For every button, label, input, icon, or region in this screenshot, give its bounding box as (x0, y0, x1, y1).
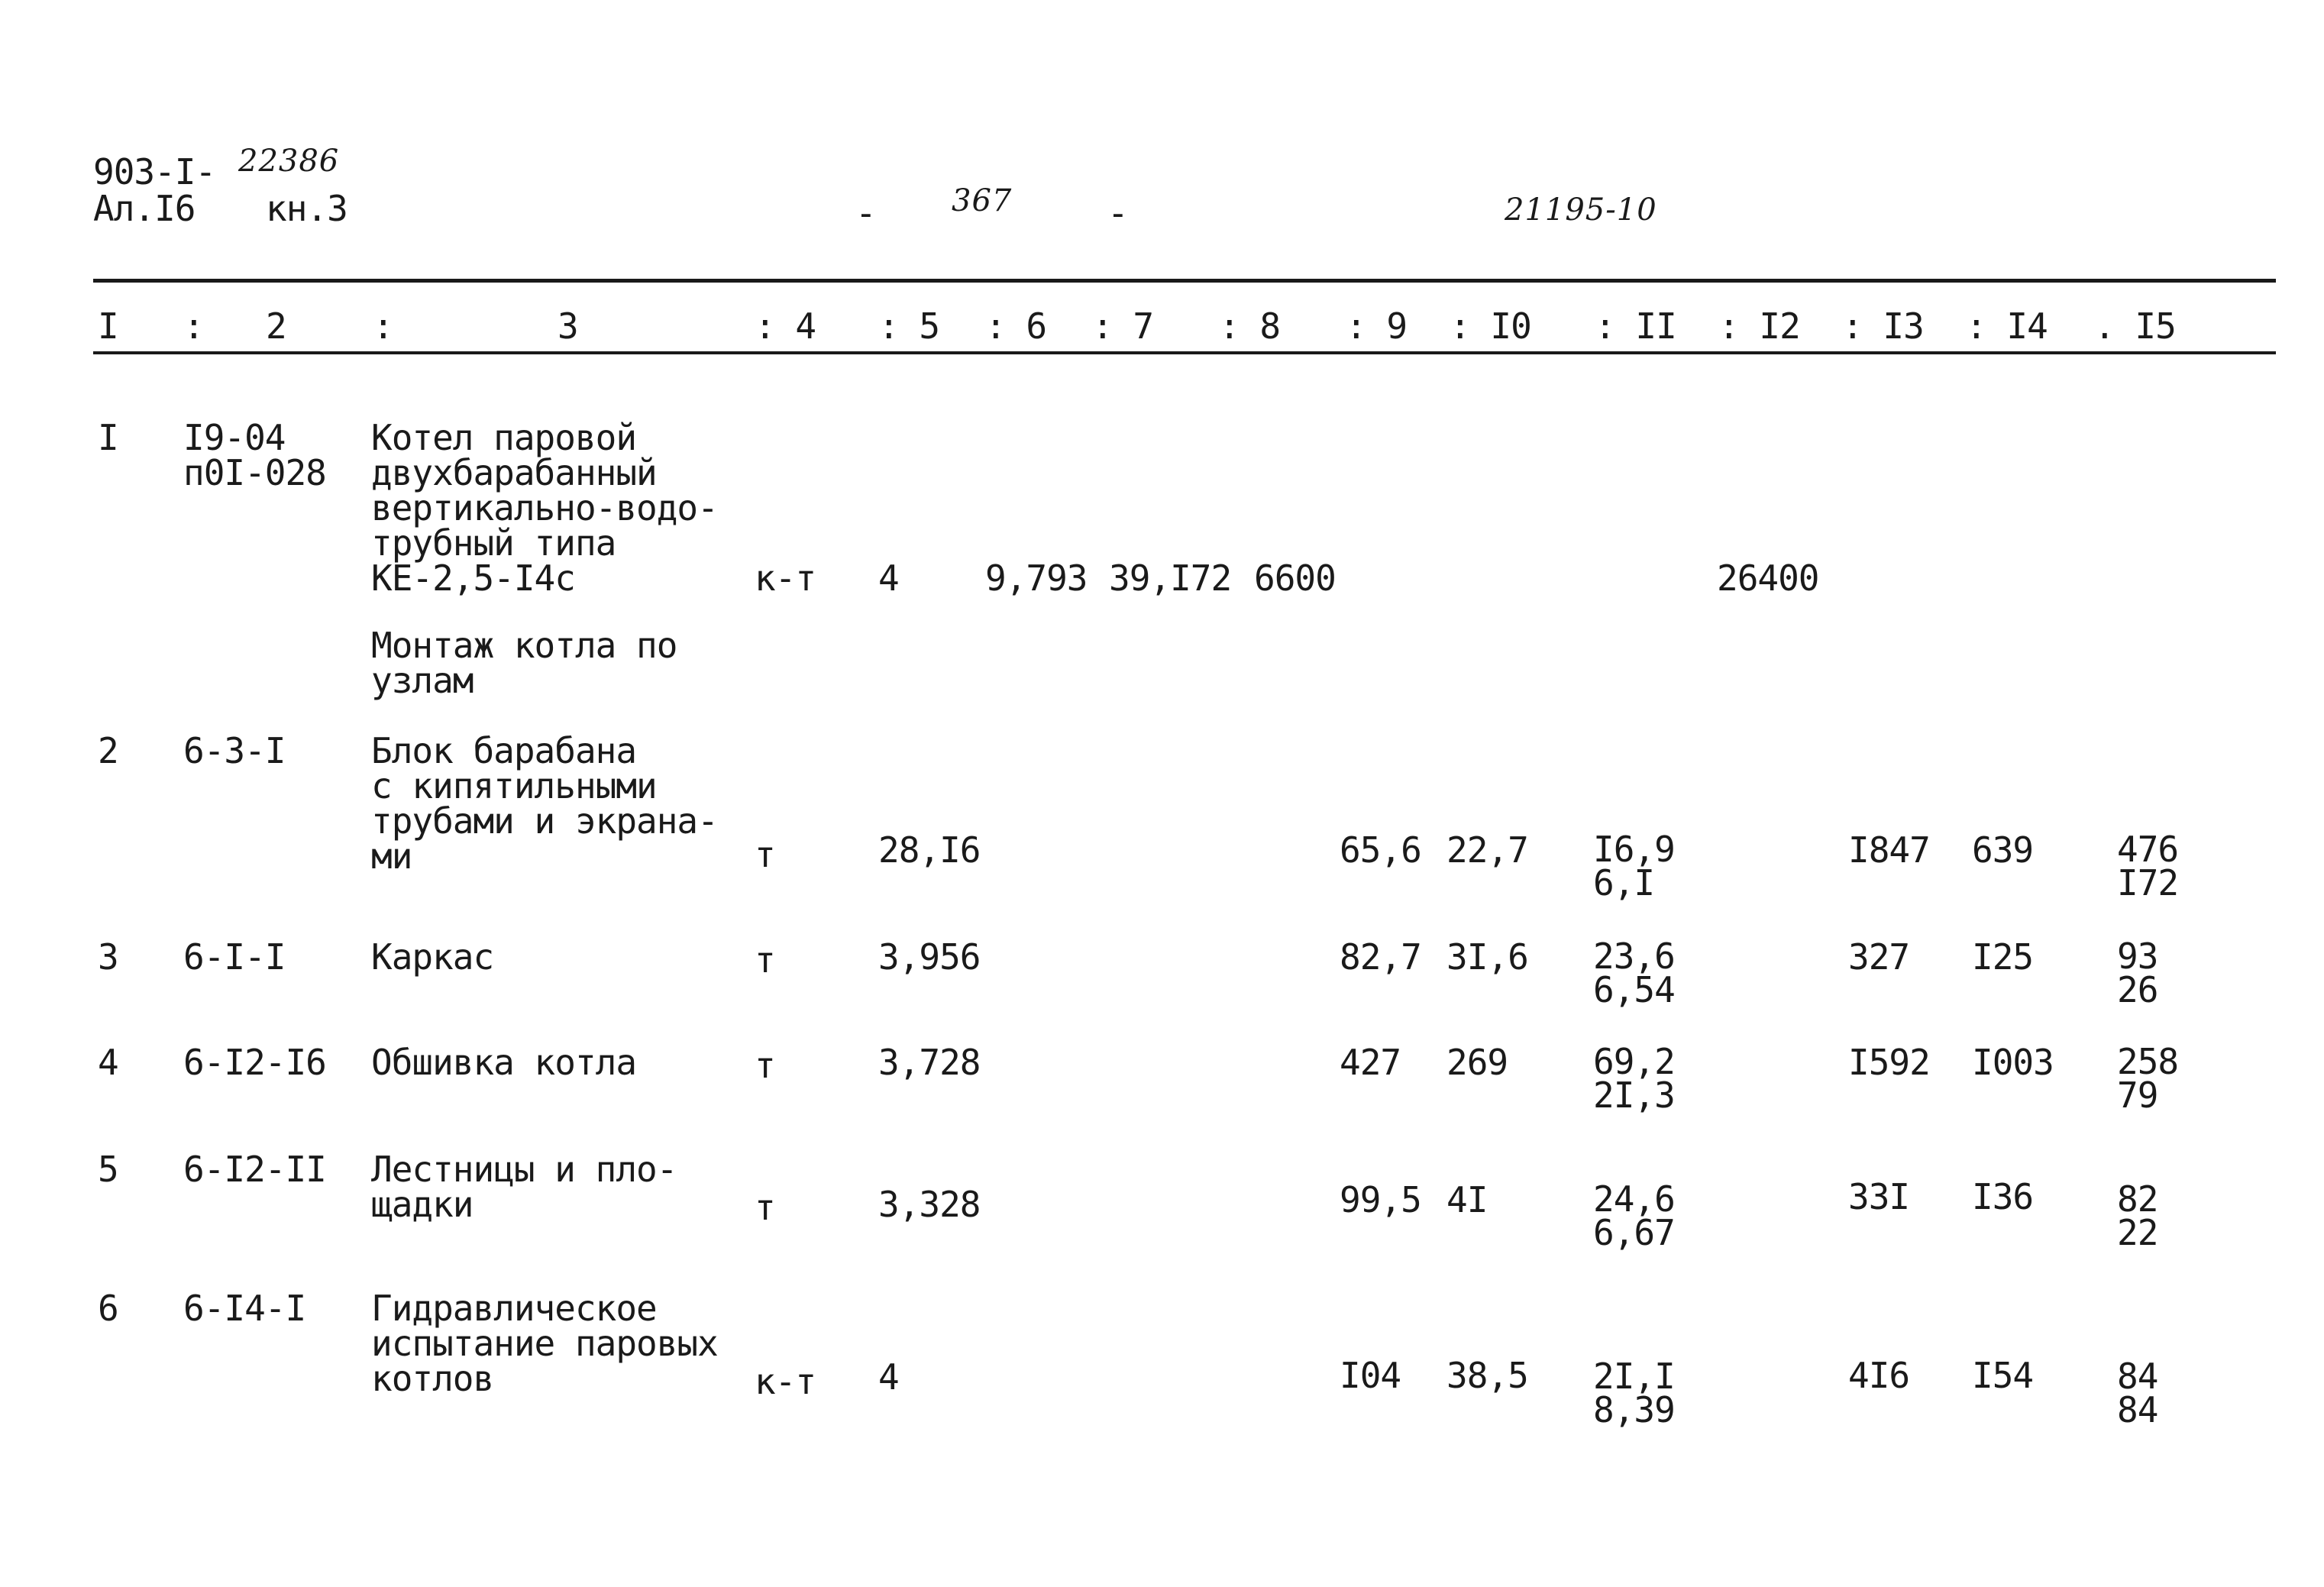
description-line: двухбарабанный (371, 452, 657, 493)
description-line: щадки (371, 1184, 474, 1225)
col8-cell: 6600 (1254, 558, 1336, 599)
col13-cell: 327 (1848, 936, 1910, 978)
description-line: с кипятильными (371, 765, 657, 806)
col9-cell: 427 (1340, 1042, 1401, 1083)
rate-code (183, 730, 286, 771)
col15-line: 82 (2117, 1178, 2158, 1220)
rate-code (183, 1288, 306, 1329)
column-header: : I2 (1718, 305, 1800, 347)
unit-cell: т (755, 1187, 775, 1228)
page-dash-left: - (855, 192, 876, 234)
work-description (371, 1149, 677, 1225)
col11-cell (1593, 936, 1675, 1010)
table-row (0, 417, 2324, 603)
col15-line: 93 (2117, 936, 2158, 977)
col15-line: 79 (2117, 1075, 2158, 1116)
row-number: 6 (98, 1288, 118, 1329)
top-rule (93, 279, 2276, 283)
row-number: 5 (98, 1149, 118, 1190)
work-description (371, 417, 718, 599)
rate-code-line: 6-I2-II (183, 1149, 326, 1190)
description-line: трубами и экрана- (371, 800, 718, 842)
col9-cell: 65,6 (1340, 829, 1421, 871)
quantity-cell: 4 (878, 558, 899, 599)
page-number: 367 (952, 183, 1013, 218)
col15-cell (2117, 1356, 2158, 1430)
column-header: : 9 (1346, 305, 1408, 347)
col7-cell: 39,I72 (1109, 558, 1232, 599)
header-rule (93, 351, 2276, 354)
work-description (371, 730, 718, 877)
col15-cell (2117, 829, 2179, 903)
album-label: Ал.I6 (93, 188, 196, 229)
col15-cell (2117, 1041, 2179, 1116)
work-description (371, 1042, 637, 1083)
table-row (0, 730, 2324, 909)
quantity-cell: 28,I6 (878, 829, 981, 871)
column-header: : 6 (985, 305, 1047, 347)
col11-line: 2I,I (1593, 1356, 1675, 1397)
document-series: 903-I- (93, 151, 216, 192)
col9-cell: I04 (1340, 1355, 1401, 1396)
col11-line: 6,I (1593, 862, 1655, 903)
description-line: Обшивка котла (371, 1042, 637, 1083)
col10-cell: 22,7 (1446, 829, 1528, 871)
column-header: : 5 (878, 305, 940, 347)
col14-cell: I003 (1972, 1042, 2054, 1083)
description-line: Гидравлическое (371, 1288, 657, 1329)
col14-cell: 639 (1972, 829, 2034, 871)
note-line: узлам (371, 660, 474, 701)
rate-code (183, 1149, 326, 1190)
unit-cell: т (755, 834, 775, 875)
column-header: . I5 (2094, 305, 2176, 347)
col11-line: 24,6 (1593, 1178, 1675, 1220)
rate-code-line: 6-I-I (183, 936, 286, 978)
col11-cell (1593, 1041, 1675, 1116)
section-note (0, 625, 2324, 704)
rate-code-line: 6-I4-I (183, 1288, 306, 1329)
description-line: Котел паровой (371, 417, 637, 458)
col15-cell (2117, 1178, 2158, 1253)
note-text (371, 625, 677, 701)
col11-cell (1593, 829, 1675, 903)
column-header: : I4 (1966, 305, 2048, 347)
description-line: Каркас (371, 936, 494, 978)
unit-cell: к-т (755, 558, 816, 599)
col15-line: 84 (2117, 1389, 2158, 1430)
table-row (0, 1149, 2324, 1266)
description-line: вертикально-водо- (371, 487, 718, 528)
col12-cell: 26400 (1717, 558, 1819, 599)
col11-line: 23,6 (1593, 936, 1675, 977)
rate-code (183, 417, 326, 493)
page-dash-right: - (1107, 192, 1128, 234)
col10-cell: 38,5 (1446, 1355, 1528, 1396)
description-line: Лестницы и пло- (371, 1149, 677, 1190)
row-number: 4 (98, 1042, 118, 1083)
description-line: ми (371, 836, 412, 877)
description-line: котлов (371, 1358, 494, 1399)
quantity-cell: 4 (878, 1356, 899, 1398)
col10-cell: 3I,6 (1446, 936, 1528, 978)
col11-line: I6,9 (1593, 829, 1675, 870)
column-header: 2 (266, 305, 286, 347)
col13-cell: I847 (1848, 829, 1930, 871)
col14-cell: I36 (1972, 1176, 2034, 1217)
col11-cell (1593, 1178, 1675, 1253)
column-header: : (373, 305, 393, 347)
unit-cell: т (755, 939, 775, 981)
col15-line: 84 (2117, 1356, 2158, 1397)
col14-cell: I54 (1972, 1355, 2034, 1396)
rate-code (183, 1042, 326, 1083)
quantity-cell: 3,328 (878, 1184, 981, 1225)
row-number: I (98, 417, 118, 458)
col15-line: 22 (2117, 1212, 2158, 1253)
note-line: Монтаж котла по (371, 625, 677, 666)
column-header: : (183, 305, 204, 347)
unit-cell: т (755, 1045, 775, 1086)
quantity-cell: 3,956 (878, 936, 981, 978)
col11-cell (1593, 1356, 1675, 1430)
col15-cell (2117, 936, 2158, 1010)
rate-code (183, 936, 286, 978)
description-line: трубный типа (371, 522, 616, 564)
table-row (0, 1288, 2324, 1443)
col11-line: 6,54 (1593, 969, 1675, 1010)
work-description (371, 1288, 718, 1399)
rate-code-line: I9-04 (183, 417, 286, 458)
document-series-handwritten: 22386 (238, 144, 340, 179)
col9-cell: 99,5 (1340, 1179, 1421, 1220)
col15-line: I72 (2117, 862, 2179, 903)
document-code: 21195-10 (1505, 192, 1657, 228)
col11-line: 2I,3 (1593, 1075, 1675, 1116)
column-header-row (0, 305, 2324, 347)
column-header: : 7 (1092, 305, 1154, 347)
col13-cell: 4I6 (1848, 1355, 1910, 1396)
col15-line: 258 (2117, 1041, 2179, 1082)
unit-cell: к-т (755, 1361, 816, 1402)
col11-line: 6,67 (1593, 1212, 1675, 1253)
col13-cell: I592 (1848, 1042, 1930, 1083)
col6-cell: 9,793 (985, 558, 1088, 599)
description-line: испытание паровых (371, 1323, 718, 1364)
description-line: КЕ-2,5-I4с (371, 558, 575, 599)
col9-cell: 82,7 (1340, 936, 1421, 978)
column-header: : II (1595, 305, 1676, 347)
col11-line: 69,2 (1593, 1041, 1675, 1082)
column-header: : I0 (1450, 305, 1531, 347)
rate-code-line: п0I-028 (183, 452, 326, 493)
row-number: 3 (98, 936, 118, 978)
column-header: I (98, 305, 118, 347)
col10-cell: 4I (1446, 1179, 1488, 1220)
column-header: 3 (558, 305, 578, 347)
rate-code-line: 6-I2-I6 (183, 1042, 326, 1083)
row-number: 2 (98, 730, 118, 771)
column-header: : I3 (1842, 305, 1924, 347)
col11-line: 8,39 (1593, 1389, 1675, 1430)
col13-cell: 33I (1848, 1176, 1910, 1217)
column-header: : 8 (1219, 305, 1281, 347)
rate-code-line: 6-3-I (183, 730, 286, 771)
table-row (0, 1041, 2324, 1129)
quantity-cell: 3,728 (878, 1042, 981, 1083)
table-row (0, 936, 2324, 1023)
col10-cell: 269 (1446, 1042, 1508, 1083)
book-label: кн.3 (266, 188, 347, 229)
col14-cell: I25 (1972, 936, 2034, 978)
col15-line: 26 (2117, 969, 2158, 1010)
column-header: : 4 (755, 305, 816, 347)
description-line: Блок барабана (371, 730, 637, 771)
col15-line: 476 (2117, 829, 2179, 870)
work-description (371, 936, 494, 978)
